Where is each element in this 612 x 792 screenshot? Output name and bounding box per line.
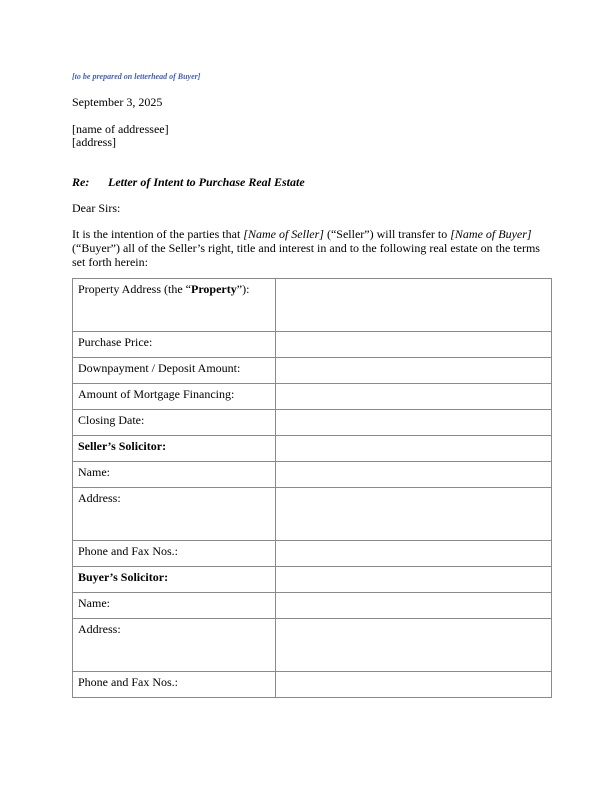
seller-solicitor-name-field[interactable] <box>276 462 552 488</box>
closing-date-field[interactable] <box>276 410 552 436</box>
buyer-placeholder: [Name of Buyer] <box>450 227 532 241</box>
letterhead-note: [to be prepared on letterhead of Buyer] <box>72 72 201 81</box>
mortgage-field[interactable] <box>276 384 552 410</box>
table-row-seller-solicitor <box>73 436 552 462</box>
seller-solicitor-heading-cell <box>276 436 552 462</box>
deposit-label: Downpayment / Deposit Amount: <box>73 358 276 384</box>
table-row-buyer-phone <box>73 672 552 698</box>
purchase-price-field[interactable] <box>276 332 552 358</box>
re-label: Re: <box>72 175 90 189</box>
table-row-seller-address <box>73 488 552 541</box>
seller-solicitor-name-label: Name: <box>73 462 276 488</box>
closing-date-label: Closing Date: <box>73 410 276 436</box>
buyer-solicitor-phone-field[interactable] <box>276 672 552 698</box>
intro-text-2: (“Seller”) will transfer to <box>323 227 451 241</box>
letter-date: September 3, 2025 <box>72 95 163 109</box>
table-row-deposit <box>73 358 552 384</box>
seller-placeholder: [Name of Seller] <box>243 227 324 241</box>
table-row-mortgage <box>73 384 552 410</box>
table-row-closing-date <box>73 410 552 436</box>
table-row-seller-phone <box>73 541 552 567</box>
buyer-solicitor-name-label: Name: <box>73 593 276 619</box>
property-label-bold: Property <box>190 282 237 296</box>
seller-solicitor-address-field[interactable] <box>276 488 552 541</box>
buyer-solicitor-heading-cell <box>276 567 552 593</box>
addressee-name: [name of addressee] <box>72 122 169 136</box>
buyer-solicitor-heading: Buyer’s Solicitor: <box>73 567 276 593</box>
intro-text-1: It is the intention of the parties that <box>72 227 244 241</box>
table-row-buyer-address <box>73 619 552 672</box>
seller-solicitor-phone-field[interactable] <box>276 541 552 567</box>
table-row-seller-name <box>73 462 552 488</box>
table-row-purchase-price <box>73 332 552 358</box>
addressee-address: [address] <box>72 135 116 149</box>
property-address-field[interactable] <box>276 279 552 332</box>
table-row-buyer-solicitor <box>73 567 552 593</box>
buyer-solicitor-address-field[interactable] <box>276 619 552 672</box>
re-line <box>72 175 305 190</box>
table-row-property <box>73 279 552 332</box>
buyer-solicitor-phone-label: Phone and Fax Nos.: <box>73 672 276 698</box>
property-address-label <box>73 279 276 332</box>
seller-solicitor-phone-label: Phone and Fax Nos.: <box>73 541 276 567</box>
property-label-post: ”): <box>236 282 250 296</box>
salutation: Dear Sirs: <box>72 201 121 215</box>
seller-solicitor-heading: Seller’s Solicitor: <box>73 436 276 462</box>
buyer-solicitor-address-label: Address: <box>73 619 276 672</box>
terms-table <box>72 278 552 698</box>
re-subject: Letter of Intent to Purchase Real Estate <box>108 175 305 189</box>
seller-solicitor-address-label: Address: <box>73 488 276 541</box>
purchase-price-label: Purchase Price: <box>73 332 276 358</box>
buyer-solicitor-name-field[interactable] <box>276 593 552 619</box>
table-row-buyer-name <box>73 593 552 619</box>
intro-paragraph <box>72 227 542 269</box>
deposit-field[interactable] <box>276 358 552 384</box>
mortgage-label: Amount of Mortgage Financing: <box>73 384 276 410</box>
property-label-pre: Property Address (the “ <box>78 282 191 296</box>
intro-text-3: (“Buyer”) all of the Seller’s right, title and interest in and to the following real estate on the terms set forth herein: <box>72 241 540 269</box>
